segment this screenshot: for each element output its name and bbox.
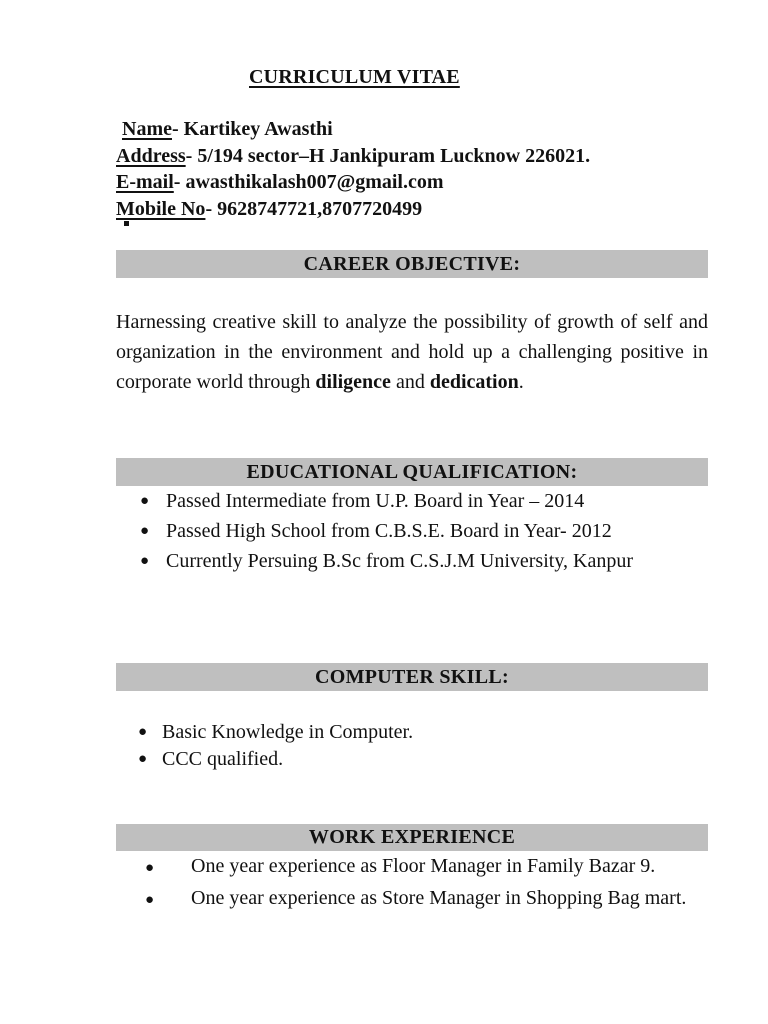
list-item bbox=[138, 746, 698, 773]
objective-text-part: and bbox=[390, 371, 430, 393]
bullet-icon: ● bbox=[140, 553, 150, 569]
mobile-label: Mobile No bbox=[116, 198, 206, 220]
bullet-icon: ● bbox=[138, 724, 148, 740]
skill-item-text: Basic Knowledge in Computer. bbox=[162, 721, 414, 743]
bullet-icon: ● bbox=[140, 523, 150, 539]
document-title: CURRICULUM VITAE bbox=[249, 66, 460, 88]
name-value: - Kartikey Awasthi bbox=[171, 118, 333, 140]
email-value: - awasthikalash007@gmail.com bbox=[173, 171, 444, 193]
objective-text-part: . bbox=[518, 371, 524, 393]
list-item bbox=[138, 719, 698, 746]
list-item bbox=[140, 516, 700, 546]
work-experience-list bbox=[145, 851, 711, 915]
section-heading-computer-skill: COMPUTER SKILL: bbox=[116, 663, 708, 691]
email-label: E-mail bbox=[116, 171, 174, 193]
contact-name bbox=[122, 118, 333, 141]
list-item bbox=[145, 851, 711, 883]
education-item-text: Passed Intermediate from U.P. Board in Year – 2014 bbox=[166, 490, 585, 512]
paragraph-mark bbox=[124, 221, 129, 226]
address-value: - 5/194 sector–H Jankipuram Lucknow 226021. bbox=[185, 145, 591, 167]
contact-email bbox=[116, 171, 444, 194]
contact-address bbox=[116, 145, 590, 168]
section-heading-work-experience: WORK EXPERIENCE bbox=[116, 824, 708, 851]
bullet-icon: ● bbox=[145, 892, 155, 908]
list-item bbox=[145, 883, 711, 915]
bullet-icon: ● bbox=[145, 860, 155, 876]
section-heading-education: EDUCATIONAL QUALIFICATION: bbox=[116, 458, 708, 486]
section-heading-career-objective: CAREER OBJECTIVE: bbox=[116, 250, 708, 278]
objective-bold-diligence: diligence bbox=[315, 371, 391, 393]
list-item bbox=[140, 546, 700, 576]
mobile-value: - 9628747721,8707720499 bbox=[205, 198, 423, 220]
objective-bold-dedication: dedication bbox=[429, 371, 519, 393]
education-list bbox=[140, 486, 700, 576]
computer-skill-list bbox=[138, 719, 698, 773]
education-item-text: Passed High School from C.B.S.E. Board in Year- 2012 bbox=[166, 520, 612, 542]
bullet-icon: ● bbox=[140, 493, 150, 509]
work-item-text: One year experience as Store Manager in Shopping Bag mart. bbox=[191, 887, 687, 909]
work-item-text: One year experience as Floor Manager in Family Bazar 9. bbox=[191, 855, 656, 877]
bullet-icon: ● bbox=[138, 751, 148, 767]
address-label: Address bbox=[116, 145, 186, 167]
education-item-text: Currently Persuing B.Sc from C.S.J.M University, Kanpur bbox=[166, 550, 634, 572]
objective-text-part: Harnessing creative skill to analyze the possibility of growth of self and organization in the environment and hold up a challenging positive in corporate world through bbox=[116, 311, 708, 393]
skill-item-text: CCC qualified. bbox=[162, 748, 284, 770]
list-item bbox=[140, 486, 700, 516]
career-objective-text bbox=[116, 307, 708, 397]
name-label: Name bbox=[122, 118, 172, 140]
contact-mobile bbox=[116, 198, 422, 221]
